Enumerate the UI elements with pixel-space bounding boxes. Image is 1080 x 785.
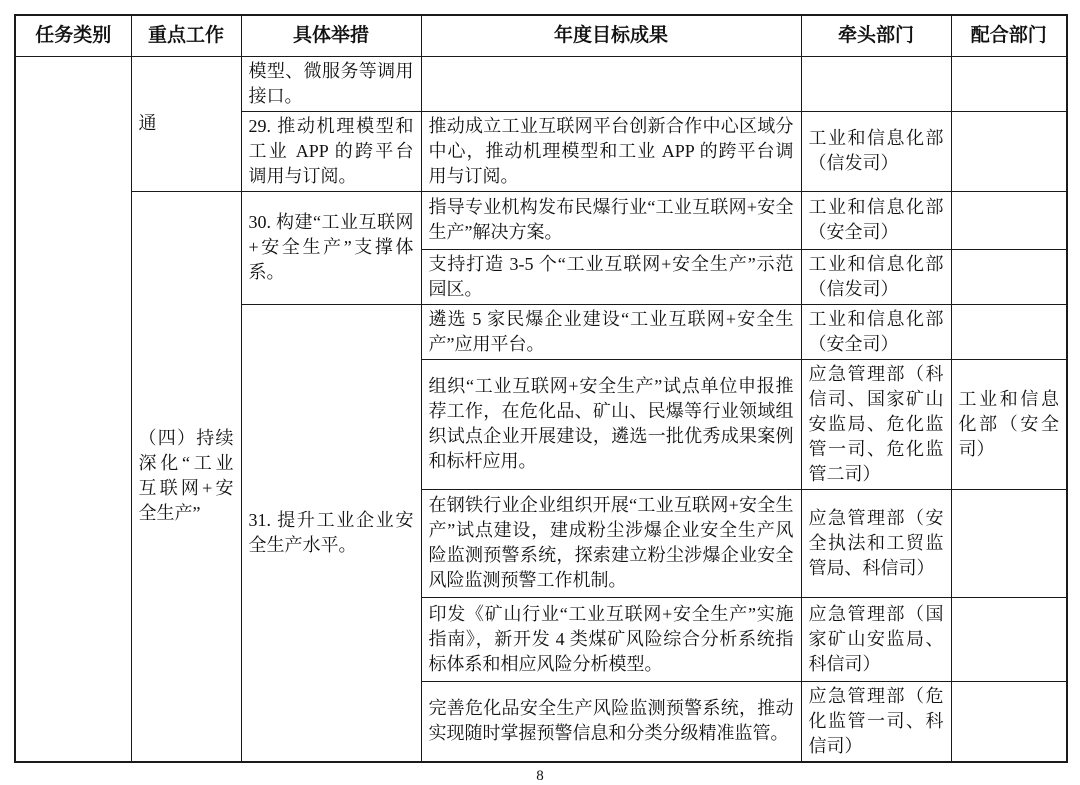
document-page: [0, 14, 1080, 784]
lead-dept-cell: 应急管理部（安全执法和工贸监管局、科信司）: [801, 489, 951, 597]
lead-dept-cell: [801, 56, 951, 111]
support-dept-cell: [951, 249, 1067, 304]
outcome-cell: 印发《矿山行业“工业互联网+安全生产”实施指南》，新开发 4 类煤矿风险综合分析系统指标体系和相应风险分析模型。: [421, 597, 801, 681]
page-number: 8: [536, 767, 544, 784]
support-dept-cell: [951, 597, 1067, 681]
col-header-annual-outcome: 年度目标成果: [421, 15, 801, 56]
measure-cell: 31. 提升工业企业安全生产水平。: [241, 304, 421, 762]
task-category-cell: [15, 56, 131, 762]
lead-dept-cell: 应急管理部（科信司、国家矿山安监局、危化监管一司、危化监管二司）: [801, 359, 951, 489]
lead-dept-cell: 应急管理部（危化监管一司、科信司）: [801, 681, 951, 762]
support-dept-cell: [951, 681, 1067, 762]
lead-dept-cell: 工业和信息化部（信发司）: [801, 111, 951, 191]
support-dept-cell: [951, 304, 1067, 359]
lead-dept-cell: 工业和信息化部（安全司）: [801, 304, 951, 359]
col-header-lead-dept: 牵头部门: [801, 15, 951, 56]
lead-dept-cell: 应急管理部（国家矿山安监局、科信司）: [801, 597, 951, 681]
col-header-measure: 具体举措: [241, 15, 421, 56]
header-row: [15, 15, 1067, 56]
measure-cell: 模型、微服务等调用接口。: [241, 56, 421, 111]
col-header-key-work: 重点工作: [131, 15, 241, 56]
support-dept-cell: [951, 191, 1067, 249]
support-dept-cell: 工业和信息化部（安全司）: [951, 359, 1067, 489]
plan-table: [14, 14, 1068, 763]
outcome-cell: 指导专业机构发布民爆行业“工业互联网+安全生产”解决方案。: [421, 191, 801, 249]
outcome-cell: 推动成立工业互联网平台创新合作中心区域分中心，推动机理模型和工业 APP 的跨平台调用与订阅。: [421, 111, 801, 191]
support-dept-cell: [951, 489, 1067, 597]
support-dept-cell: [951, 56, 1067, 111]
outcome-cell: 组织“工业互联网+安全生产”试点单位申报推荐工作，在危化品、矿山、民爆等行业领域组织试点企业开展建设，遴选一批优秀成果案例和标杆应用。: [421, 359, 801, 489]
key-work-cell: （四）持续深化“工业互联网+安全生产”: [131, 191, 241, 762]
outcome-cell: 支持打造 3-5 个“工业互联网+安全生产”示范园区。: [421, 249, 801, 304]
measure-cell: 29. 推动机理模型和工业 APP 的跨平台调用与订阅。: [241, 111, 421, 191]
key-work-cell: 通: [131, 56, 241, 191]
col-header-task-category: 任务类别: [15, 15, 131, 56]
lead-dept-cell: 工业和信息化部（信发司）: [801, 249, 951, 304]
outcome-cell: [421, 56, 801, 111]
col-header-support-dept: 配合部门: [951, 15, 1067, 56]
outcome-cell: 遴选 5 家民爆企业建设“工业互联网+安全生产”应用平台。: [421, 304, 801, 359]
outcome-cell: 在钢铁行业企业组织开展“工业互联网+安全生产”试点建设，建成粉尘涉爆企业安全生产风险监测预警系统，探索建立粉尘涉爆企业安全风险监测预警工作机制。: [421, 489, 801, 597]
table-row: [15, 191, 1067, 249]
table-row: [15, 56, 1067, 111]
lead-dept-cell: 工业和信息化部（安全司）: [801, 191, 951, 249]
support-dept-cell: [951, 111, 1067, 191]
outcome-cell: 完善危化品安全生产风险监测预警系统，推动实现随时掌握预警信息和分类分级精准监管。: [421, 681, 801, 762]
measure-cell: 30. 构建“工业互联网+安全生产”支撑体系。: [241, 191, 421, 304]
